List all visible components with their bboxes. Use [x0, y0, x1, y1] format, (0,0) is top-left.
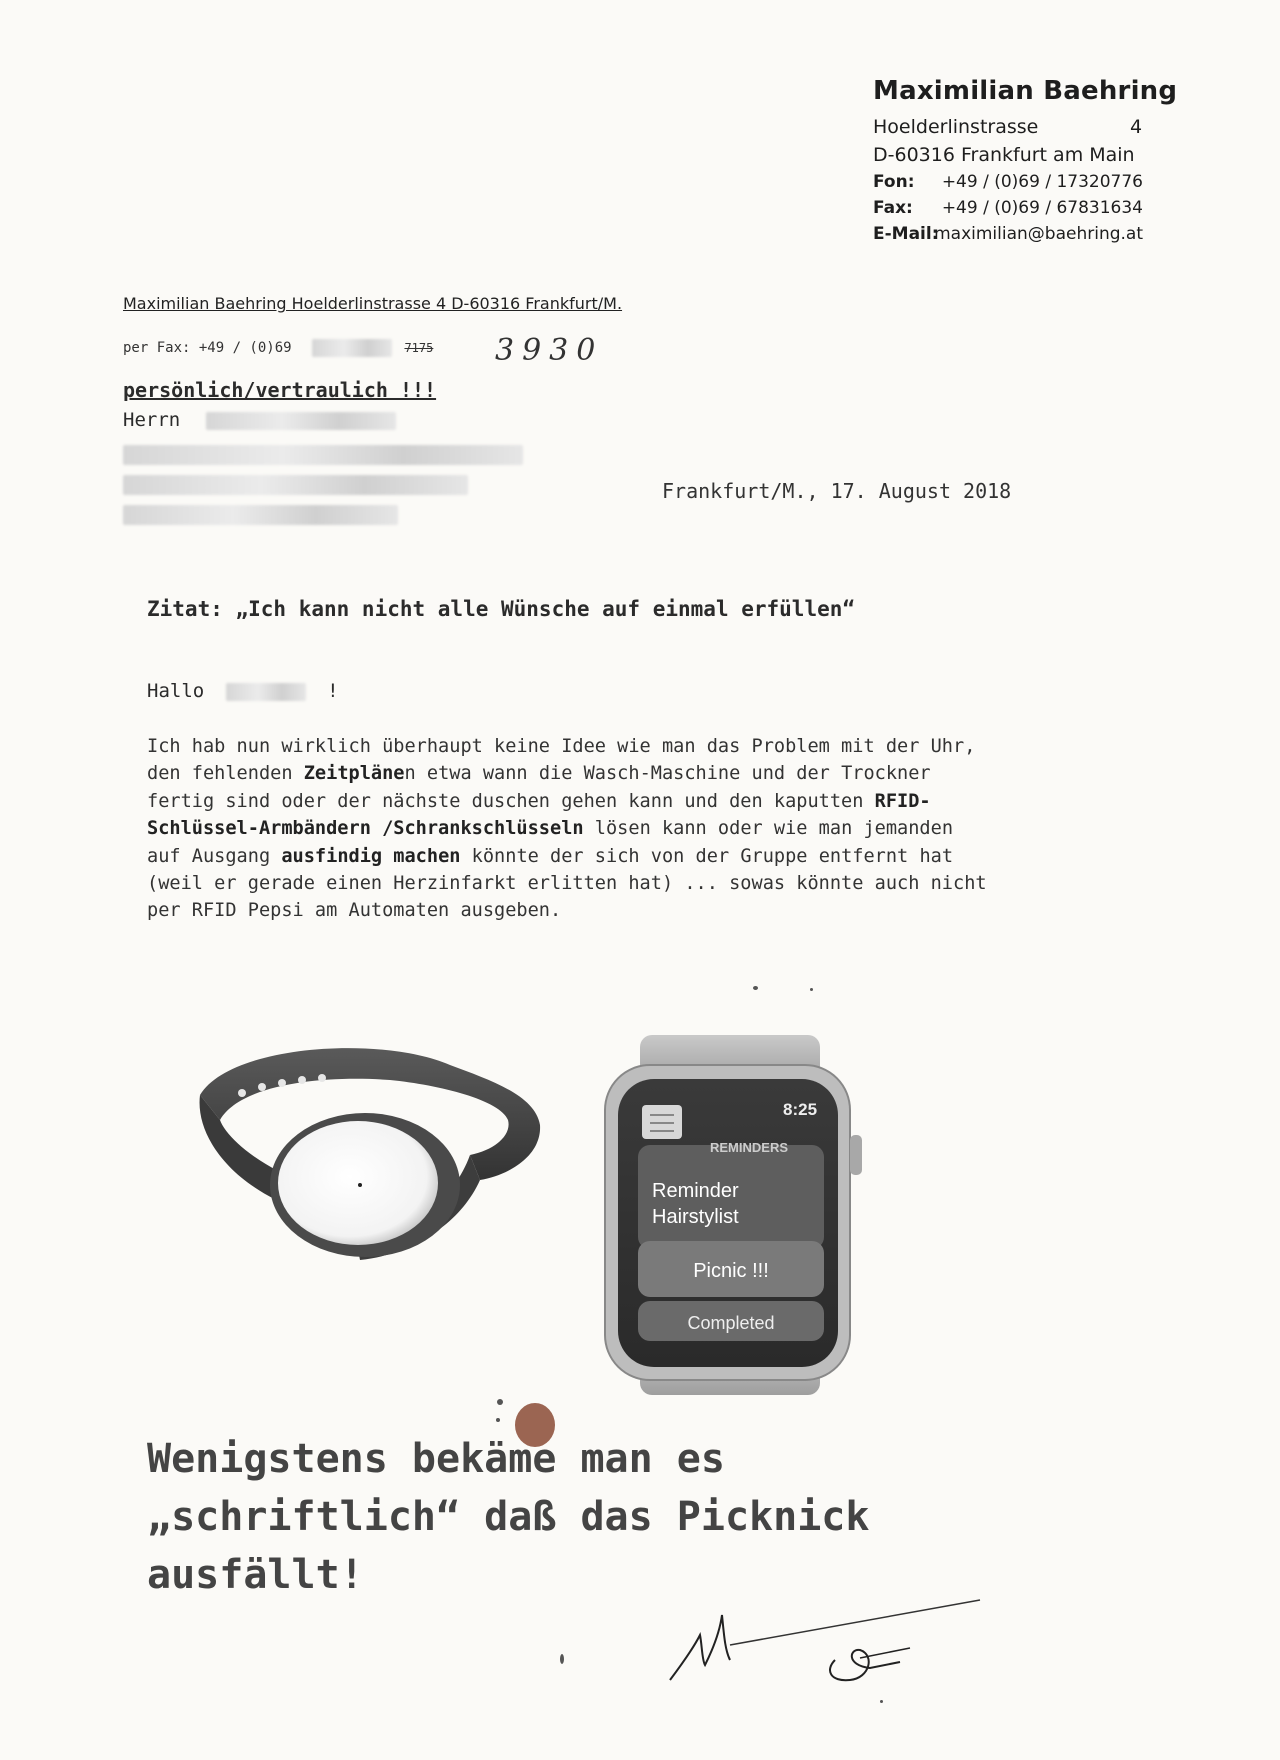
watch-reminder-line1: Reminder — [652, 1180, 739, 1202]
body-text: (weil er gerade einen Herzinfarkt erlitten hat) ... sowas könnte auch nicht — [147, 873, 987, 895]
watch-picnic-label: Picnic !!! — [693, 1260, 769, 1282]
letter-date: Frankfurt/M., 17. August 2018 — [662, 479, 1012, 503]
recipient-address-line — [123, 504, 398, 525]
greeting — [147, 680, 339, 702]
confidential-note: persönlich/vertraulich !!! — [123, 378, 437, 402]
headline-line: Wenigstens bekäme man es — [147, 1436, 725, 1482]
email-label: E-Mail: — [873, 224, 939, 244]
letter-body — [147, 733, 1097, 925]
recipient-address-line — [123, 474, 468, 495]
watch-completed-label: Completed — [687, 1313, 775, 1333]
scan-speck — [810, 988, 813, 991]
redacted-block — [123, 475, 468, 495]
body-text: per RFID Pepsi am Automaten ausgeben. — [147, 900, 562, 922]
quote-line: Zitat: „Ich kann nicht alle Wünsche auf einmal erfüllen“ — [147, 597, 856, 621]
redacted-block — [206, 412, 396, 430]
letterhead-name: Maximilian Baehring — [873, 76, 1178, 106]
phone-label: Fon: — [873, 172, 915, 192]
fax-number: +49 / (0)69 / 67831634 — [941, 198, 1143, 218]
body-emphasis: Schlüssel-Armbändern /Schrankschlüsseln — [147, 818, 584, 840]
headline-line: „schriftlich“ daß das Picknick — [147, 1494, 870, 1540]
body-text: fertig sind oder der nächste duschen gehen kann und den kaputten — [147, 790, 875, 812]
body-text: n etwa wann die Wasch-Maschine und der Trockner — [404, 763, 931, 785]
body-text: den fehlenden — [147, 763, 304, 785]
body-line — [147, 870, 1097, 897]
body-line — [147, 760, 1097, 787]
letterhead-city: D-60316 Frankfurt am Main — [873, 144, 1135, 166]
letterhead-street: Hoelderlinstrasse — [873, 116, 1039, 138]
body-line — [147, 788, 1097, 815]
body-emphasis: Zeitpläne — [303, 763, 405, 785]
recipient-salutation — [123, 409, 396, 431]
scan-speck — [880, 1700, 883, 1703]
redacted-block — [123, 505, 398, 525]
handwritten-fax-digits: 3930 — [495, 333, 604, 368]
closing-headline — [147, 1430, 1147, 1604]
phone-number: +49 / (0)69 / 17320776 — [941, 172, 1143, 192]
sender-return-line: Maximilian Baehring Hoelderlinstrasse 4 D-60316 Frankfurt/M. — [123, 294, 623, 313]
letterhead-fax-row — [873, 198, 1143, 218]
body-text: auf Ausgang — [147, 845, 282, 867]
body-line — [147, 815, 1097, 842]
fax-struck-digits: 7175 — [404, 341, 434, 355]
scan-speck — [560, 1654, 564, 1664]
fax-line — [123, 339, 433, 357]
greeting-prefix: Hallo — [147, 680, 205, 702]
redacted-block — [312, 339, 392, 357]
letterhead-house-number: 4 — [1130, 116, 1143, 138]
fax-label: Fax: — [873, 198, 913, 218]
email-address: maximilian@baehring.at — [934, 224, 1143, 244]
headline-line: ausfällt! — [147, 1552, 364, 1598]
signature — [660, 1590, 1000, 1690]
rfid-bracelet-image — [190, 1025, 550, 1275]
recipient-salutation-text: Herrn — [123, 409, 181, 431]
letterhead-email-row — [873, 224, 1143, 244]
fax-prefix: per Fax: +49 / (0)69 — [123, 340, 292, 356]
body-line — [147, 843, 1097, 870]
body-text: Ich hab nun wirklich überhaupt keine Idee wie man das Problem mit der Uhr, — [147, 736, 976, 757]
body-line — [147, 897, 1097, 924]
watch-reminder-line2: Hairstylist — [652, 1206, 739, 1228]
redacted-block — [226, 683, 306, 701]
body-text: könnte der sich von der Gruppe entfernt hat — [460, 845, 954, 867]
body-emphasis: RFID- — [874, 790, 931, 812]
recipient-address-line — [123, 444, 523, 465]
greeting-suffix: ! — [327, 680, 339, 702]
smartwatch-image — [600, 1035, 870, 1395]
letterhead-phone-row — [873, 172, 1143, 192]
body-line — [147, 733, 1097, 760]
watch-app-label: REMINDERS — [710, 1140, 789, 1155]
scan-speck — [753, 986, 758, 990]
body-text: lösen kann oder wie man jemanden — [583, 818, 954, 840]
redacted-block — [123, 445, 523, 465]
watch-time: 8:25 — [783, 1100, 818, 1119]
body-emphasis: ausfindig machen — [281, 845, 461, 867]
